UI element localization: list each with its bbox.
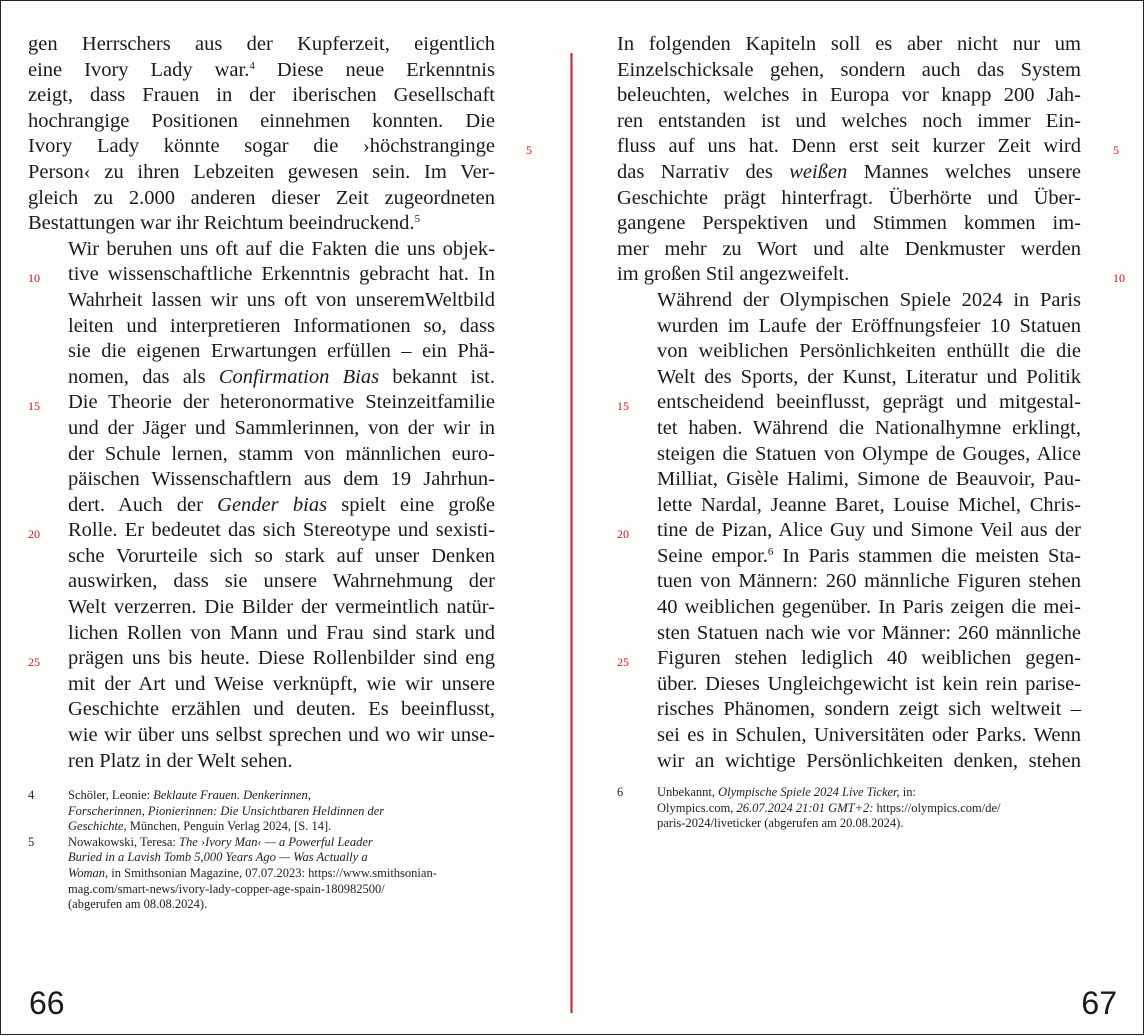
line-text: Geschichte prägt hinterfragt. Überhörte und Über-: [617, 186, 1081, 209]
text-line: [28, 749, 495, 775]
text-line: [617, 365, 1081, 391]
line-number-marker: 25: [28, 655, 40, 670]
footnote-line: [617, 785, 1077, 801]
text-line: [28, 621, 495, 647]
line-text: leiten und interpretieren Informationen so, dass: [68, 314, 495, 337]
line-text-after: In Paris stammen die meisten Sta-: [773, 544, 1081, 567]
text-line: [28, 390, 495, 416]
text-line: [28, 339, 495, 365]
footnote-number: 4: [28, 788, 35, 802]
line-number-marker: 10: [28, 271, 40, 286]
footnote-line: [617, 801, 1077, 817]
line-text: risches Phänomen, sondern zeigt sich weltweit –: [657, 698, 1081, 721]
line-text: päischen Wissenschaftlern aus dem 19 Jahrhun-: [68, 468, 495, 491]
text-line: [617, 621, 1081, 647]
left-footnotes: [28, 788, 498, 913]
line-text: Milliat, Gisèle Halimi, Simone de Beauvoir, Pau-: [657, 468, 1081, 491]
line-text: lette Nardal, Jeanne Baret, Louise Michel, Chris-: [657, 493, 1081, 516]
footnote-text: Forscherinnen, Pionierinnen: Die Unsichtbaren Heldinnen der: [68, 803, 385, 818]
text-line: [28, 262, 495, 288]
footnote-text: Buried in a Lavish Tomb 5,000 Years Ago — Was Actually a: [68, 850, 368, 865]
text-line: [28, 134, 495, 160]
text-line: [617, 646, 1081, 672]
footnote-line: [28, 835, 498, 851]
line-text-after: spielt eine große: [327, 493, 495, 516]
line-text: ren Platz in der Welt sehen.: [68, 749, 293, 772]
footnote-ref: 6: [767, 545, 774, 558]
text-line: [617, 390, 1081, 416]
text-line: [617, 83, 1081, 109]
page-number-left: 66: [29, 985, 65, 1021]
line-text: über. Dieses Ungleichgewicht ist kein rein parise-: [657, 672, 1081, 695]
text-line: [617, 544, 1081, 570]
right-body-text: [617, 32, 1081, 774]
line-text: 40 weiblichen gegenüber. In Paris zeigen die mei-: [657, 596, 1081, 619]
line-text-after: Diese neue Erkenntnis: [254, 58, 495, 81]
emphasis-text: Gender bias: [217, 493, 328, 516]
footnote-text: Beklaute Frauen. Denkerinnen,: [153, 788, 311, 802]
line-text: tuen von Männern: 260 männliche Figuren stehen: [657, 570, 1081, 593]
text-line: [617, 723, 1081, 749]
line-text: entscheidend beeinflusst, geprägt und mitgestal-: [657, 391, 1081, 414]
line-text: hochrangige Positionen einnehmen konnten. Die: [28, 109, 495, 132]
text-line: [28, 493, 495, 519]
line-number-marker: 5: [526, 143, 532, 158]
line-text: lichen Rollen von Mann und Frau sind stark und: [68, 621, 495, 644]
footnote-line: [28, 804, 498, 820]
emphasis-text: Confirmation Bias: [218, 365, 380, 388]
line-text: sie die eigenen Erwartungen erfüllen – ein Phä-: [68, 340, 495, 363]
text-line: [28, 416, 495, 442]
text-line: [28, 723, 495, 749]
line-text: dert. Auch der: [68, 493, 218, 516]
line-text: auswirken, dass sie unsere Wahrnehmung der: [68, 570, 495, 593]
text-line: [617, 186, 1081, 212]
footnote-line: [28, 819, 498, 835]
text-line: [28, 646, 495, 672]
line-text: gen Herrschers aus der Kupferzeit, eigentlich: [28, 33, 495, 55]
line-number-marker: 20: [28, 527, 40, 542]
text-line: [28, 288, 495, 314]
footnote-ref: 5: [414, 213, 421, 226]
line-text: Seine empor.: [657, 544, 768, 567]
line-text: tet haben. Während die Nationalhymne erklingt,: [657, 416, 1081, 439]
line-text: Wahrheit lassen wir uns oft von unseremWeltbild: [68, 288, 495, 311]
line-text-after: bekannt ist.: [379, 365, 495, 388]
line-text: Welt verzerren. Die Bilder der vermeintlich natür-: [68, 596, 495, 619]
page-number-right: 67: [1081, 985, 1117, 1021]
text-line: [617, 749, 1081, 775]
left-body-text: [28, 32, 495, 774]
line-text: der Schule lernen, stamm von männlichen euro-: [68, 442, 495, 465]
text-line: [28, 58, 495, 84]
text-line: [617, 518, 1081, 544]
line-number-marker: 5: [1113, 143, 1119, 158]
footnote-text: München, Penguin Verlag 2024, [S. 14].: [126, 819, 332, 834]
right-footnotes: [617, 785, 1077, 832]
footnote-ref: 4: [249, 59, 255, 72]
text-line: [28, 442, 495, 468]
text-line: [617, 314, 1081, 340]
line-text: Welt des Sports, der Kunst, Literatur und Politik: [657, 365, 1081, 388]
text-line: [617, 672, 1081, 698]
text-line: [617, 697, 1081, 723]
text-line: [28, 160, 495, 186]
line-text: mit der Art und Weise verknüpft, wie wir unsere: [68, 672, 495, 695]
line-text: sten Statuen nach wie vor Männer: 260 männliche: [657, 621, 1081, 644]
text-line: [617, 442, 1081, 468]
text-line: [28, 109, 495, 135]
footnote-text: Geschichte,: [68, 819, 127, 834]
text-line: [28, 365, 495, 391]
text-line: [617, 339, 1081, 365]
text-line: [617, 32, 1081, 58]
line-text: Einzelschicksale gehen, sondern auch das System: [617, 58, 1081, 81]
text-line: [28, 697, 495, 723]
line-text: wie wir über uns selbst sprechen und wo wir unse-: [68, 724, 495, 747]
text-line: [28, 211, 495, 237]
text-line: [617, 467, 1081, 493]
footnote-text: https://olympics.com/de/: [873, 800, 1001, 815]
footnote-number: 6: [617, 785, 624, 799]
text-line: [617, 109, 1081, 135]
line-text: Person‹ zu ihren Lebzeiten gewesen sein. Im Ver-: [28, 160, 495, 183]
footnote-line: [617, 816, 1077, 832]
line-text: im großen Stil angezweifelt.: [617, 263, 850, 286]
text-line: [617, 595, 1081, 621]
line-number-marker: 25: [617, 655, 629, 670]
text-line: [617, 160, 1081, 186]
line-text: beleuchten, welches in Europa vor knapp 200 Jah-: [617, 84, 1081, 107]
line-number-marker: 10: [1113, 271, 1125, 286]
text-line: [28, 672, 495, 698]
text-line: [617, 288, 1081, 314]
footnote-line: [28, 788, 498, 804]
line-text: Wir beruhen uns oft auf die Fakten die uns objek-: [68, 237, 495, 260]
text-line: [28, 595, 495, 621]
text-line: [617, 569, 1081, 595]
line-text: gleich zu 2.000 anderen dieser Zeit zugeordneten: [28, 186, 495, 209]
line-text: von weiblichen Persönlichkeiten enthüllt die die: [657, 340, 1081, 363]
line-text: eine Ivory Lady war.: [28, 58, 250, 81]
footnote-text: in:: [899, 785, 916, 799]
line-number-marker: 15: [617, 399, 629, 414]
text-line: [28, 467, 495, 493]
line-text: zeigt, dass Frauen in der iberischen Gesellschaft: [28, 84, 495, 107]
footnote-text: 26.07.2024 21:01 GMT+2:: [736, 800, 874, 815]
footnote-text: mag.com/smart-news/ivory-lady-copper-age-spain-180982500/: [68, 881, 385, 896]
footnote-text: The ›Ivory Man‹ — a Powerful Leader: [179, 834, 373, 849]
text-line: [28, 314, 495, 340]
line-text: das Narrativ des: [617, 160, 790, 183]
footnote-text: paris-2024/liveticker (abgerufen am 20.08.2024).: [657, 816, 904, 831]
line-text: Geschichte erzählen und deuten. Es beeinflusst,: [68, 698, 495, 721]
line-text: In folgenden Kapiteln soll es aber nicht nur um: [617, 33, 1081, 55]
line-text: Ivory Lady könnte sogar die ›höchstranginge: [28, 135, 495, 158]
line-text: sche Vorurteile sich so stark auf unser Denken: [68, 544, 495, 567]
footnote-line: [28, 866, 498, 882]
text-line: [28, 569, 495, 595]
footnote-text: Woman,: [68, 865, 109, 880]
footnote-text: Unbekannt,: [657, 785, 719, 799]
footnote-line: [28, 882, 498, 898]
line-number-marker: 15: [28, 399, 40, 414]
footnote-text: in Smithsonian Magazine, 07.07.2023: https://www.smithsonian-: [108, 865, 437, 880]
line-text: wurden im Laufe der Eröffnungsfeier 10 Statuen: [657, 314, 1081, 337]
text-line: [28, 237, 495, 263]
left-page: [1, 1, 573, 1036]
text-line: [617, 262, 1081, 288]
text-line: [28, 83, 495, 109]
line-text: Rolle. Er bedeutet das sich Stereotype und sexisti-: [68, 519, 495, 542]
text-line: [617, 58, 1081, 84]
line-text: Während der Olympischen Spiele 2024 in Paris: [657, 288, 1081, 311]
line-text: mer mehr zu Wort und alte Denkmuster werden: [617, 237, 1081, 260]
text-line: [617, 134, 1081, 160]
line-text: fluss auf uns hat. Denn erst seit kurzer Zeit wird: [617, 135, 1081, 158]
footnote-text: Nowakowski, Teresa:: [68, 834, 180, 849]
text-line: [28, 544, 495, 570]
text-line: [617, 493, 1081, 519]
footnote-text: Schöler, Leonie:: [68, 788, 154, 802]
text-line: [617, 416, 1081, 442]
footnote-text: Olympische Spiele 2024 Live Ticker,: [718, 785, 900, 799]
line-text: ren entstanden ist und welches noch immer Ein-: [617, 109, 1081, 132]
line-text: gangene Perspektiven und Stimmen kommen im-: [617, 212, 1081, 235]
line-text: steigen die Statuen von Olympe de Gouges, Alice: [657, 442, 1081, 465]
line-text: nomen, das als: [68, 365, 219, 388]
footnote-text: (abgerufen am 08.08.2024).: [68, 897, 208, 912]
text-line: [28, 518, 495, 544]
footnote-line: [28, 897, 498, 913]
line-text: prägen uns bis heute. Diese Rollenbilder sind eng: [68, 647, 495, 670]
line-text: Die Theorie der heteronormative Steinzeitfamilie: [68, 391, 495, 414]
text-line: [28, 32, 495, 58]
line-text: sei es in Schulen, Universitäten oder Parks. Wenn: [657, 724, 1081, 747]
footnote-text: Olympics.com,: [657, 800, 737, 815]
right-page: [573, 1, 1144, 1036]
line-text: Figuren stehen lediglich 40 weiblichen gegen-: [657, 647, 1081, 670]
text-line: [617, 211, 1081, 237]
line-text: Bestattungen war ihr Reichtum beeindruckend.: [28, 212, 415, 235]
line-number-marker: 20: [617, 527, 629, 542]
line-text: wir an wichtige Persönlichkeiten denken, stehen: [657, 749, 1081, 772]
line-text: tive wissenschaftliche Erkenntnis gebracht hat. In: [68, 263, 495, 286]
footnote-number: 5: [28, 834, 35, 849]
line-text-after: Mannes welches unsere: [847, 160, 1081, 183]
line-text: und der Jäger und Sammlerinnen, von der wir in: [68, 416, 495, 439]
emphasis-text: weißen: [789, 160, 848, 183]
text-line: [617, 237, 1081, 263]
footnote-line: [28, 850, 498, 866]
text-line: [28, 186, 495, 212]
line-text: tine de Pizan, Alice Guy und Simone Veil aus der: [657, 519, 1081, 542]
